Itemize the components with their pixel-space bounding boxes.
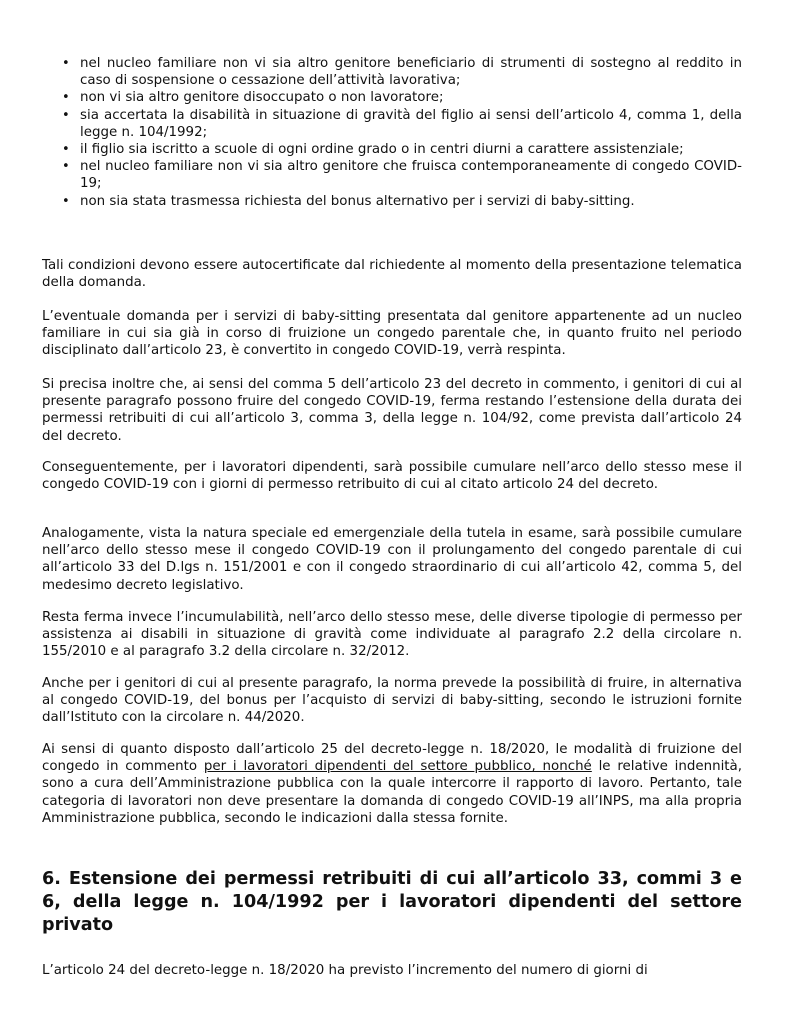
bullet-icon: • [62,159,70,175]
bullet-icon: • [62,107,70,123]
paragraph-cumulation: Conseguentemente, per i lavoratori dipendenti, sarà possibile cumulare nell’arco dello stesso mese il congedo COVID-19 con i giorni di permesso retribuito di cui al citato articolo 24 del decreto. [42,460,742,493]
requirements-list [62,55,742,210]
list-item [62,107,742,141]
paragraph-bonus-alternativo: Anche per i genitori di cui al presente paragrafo, la norma prevede la possibilità di fruire, in alternativa al congedo COVID-19, del bonus per l’acquisto di servizi di baby-sitting, secondo le istruzioni fornite dall’Istituto con la circolare n. 44/2020. [42,676,742,726]
paragraph-text: le relative indennità, sono a cura dell’Amministrazione pubblica con la quale intercorre il rapporto di lavoro. Pertanto, tale categoria di lavoratori non deve presentare la domanda di congedo COVID-19 all’INPS, ma alla propria Amministrazione pubblica, secondo le indicazioni dalla stessa fornite. [42,759,743,826]
bullet-icon: • [62,193,70,209]
list-item-text: nel nucleo familiare non vi sia altro genitore beneficiario di strumenti di sostegno al reddito in caso di sospensione o cessazione dell’attività lavorativa; [80,56,742,89]
list-item-text: il figlio sia iscritto a scuole di ogni ordine grado o in centri diurni a carattere assistenziale; [80,142,684,158]
list-item [62,158,742,192]
paragraph-incumulabilita: Resta ferma invece l’incumulabilità, nell’arco dello stesso mese, delle diverse tipologie di permesso per assistenza ai disabili in situazione di gravità come individuate al paragrafo 2.2 della circolare n. 155/2010 e al paragrafo 3.2 della circolare n. 32/2012. [42,610,742,660]
list-item-text: non vi sia altro genitore disoccupato o non lavoratore; [80,90,444,106]
list-item-text: sia accertata la disabilità in situazione di gravità del figlio ai sensi dell’articolo 4, comma 1, della legge n. 104/1992; [80,107,742,140]
paragraph-babysitting-rejection: L’eventuale domanda per i servizi di baby-sitting presentata dal genitore appartenente ad un nucleo familiare in cui sia già in corso di fruizione un congedo parentale che, in quanto fruito nel periodo disciplinato dall’articolo 23, è convertito in congedo COVID-19, verrà respinta. [42,309,742,359]
paragraph-autocertification: Tali condizioni devono essere autocertificate dal richiedente al momento della presentazione telematica della domanda. [42,258,742,291]
paragraph-comma5: Si precisa inoltre che, ai sensi del comma 5 dell’articolo 23 del decreto in commento, i genitori di cui al presente paragrafo possono fruire del congedo COVID-19, ferma restando l’estensione della durata dei permessi retribuiti di cui all’articolo 3, comma 3, della legge n. 104/92, come prevista dall’articolo 24 del decreto. [42,377,742,444]
list-item [62,141,742,158]
list-item [62,193,742,210]
list-item-text: non sia stata trasmessa richiesta del bonus alternativo per i servizi di baby-sitting. [80,193,635,209]
paragraph-analogamente: Analogamente, vista la natura speciale ed emergenziale della tutela in esame, sarà possibile cumulare nell’arco dello stesso mese il congedo COVID-19 con il prolungamento del congedo parentale di cui all’articolo 33 del D.lgs n. 151/2001 e con il congedo straordinario di cui all’articolo 42, comma 5, del medesimo decreto legislativo. [42,526,742,593]
list-item [62,55,742,89]
paragraph-text: Ai sensi di quanto disposto dall’articolo 25 del decreto-legge n. 18/2020, le modalità di fruizione del congedo in commento [42,742,742,775]
underlined-text: per i lavoratori dipendenti del settore pubblico, nonché [203,759,592,775]
list-item-text: nel nucleo familiare non vi sia altro genitore che fruisca contemporaneamente di congedo COVID-19; [80,159,742,192]
bullet-icon: • [62,90,70,106]
list-item [62,89,742,106]
paragraph-article24: L’articolo 24 del decreto-legge n. 18/2020 ha previsto l’incremento del numero di giorni di [42,963,648,978]
bullet-icon: • [62,142,70,158]
paragraph-public-sector [42,741,742,827]
bullet-icon: • [62,56,70,71]
section-heading: 6. Estensione dei permessi retribuiti di cui all’articolo 33, commi 3 e 6, della legge n. 104/1992 per i lavoratori dipendenti del settore privato [42,869,742,935]
